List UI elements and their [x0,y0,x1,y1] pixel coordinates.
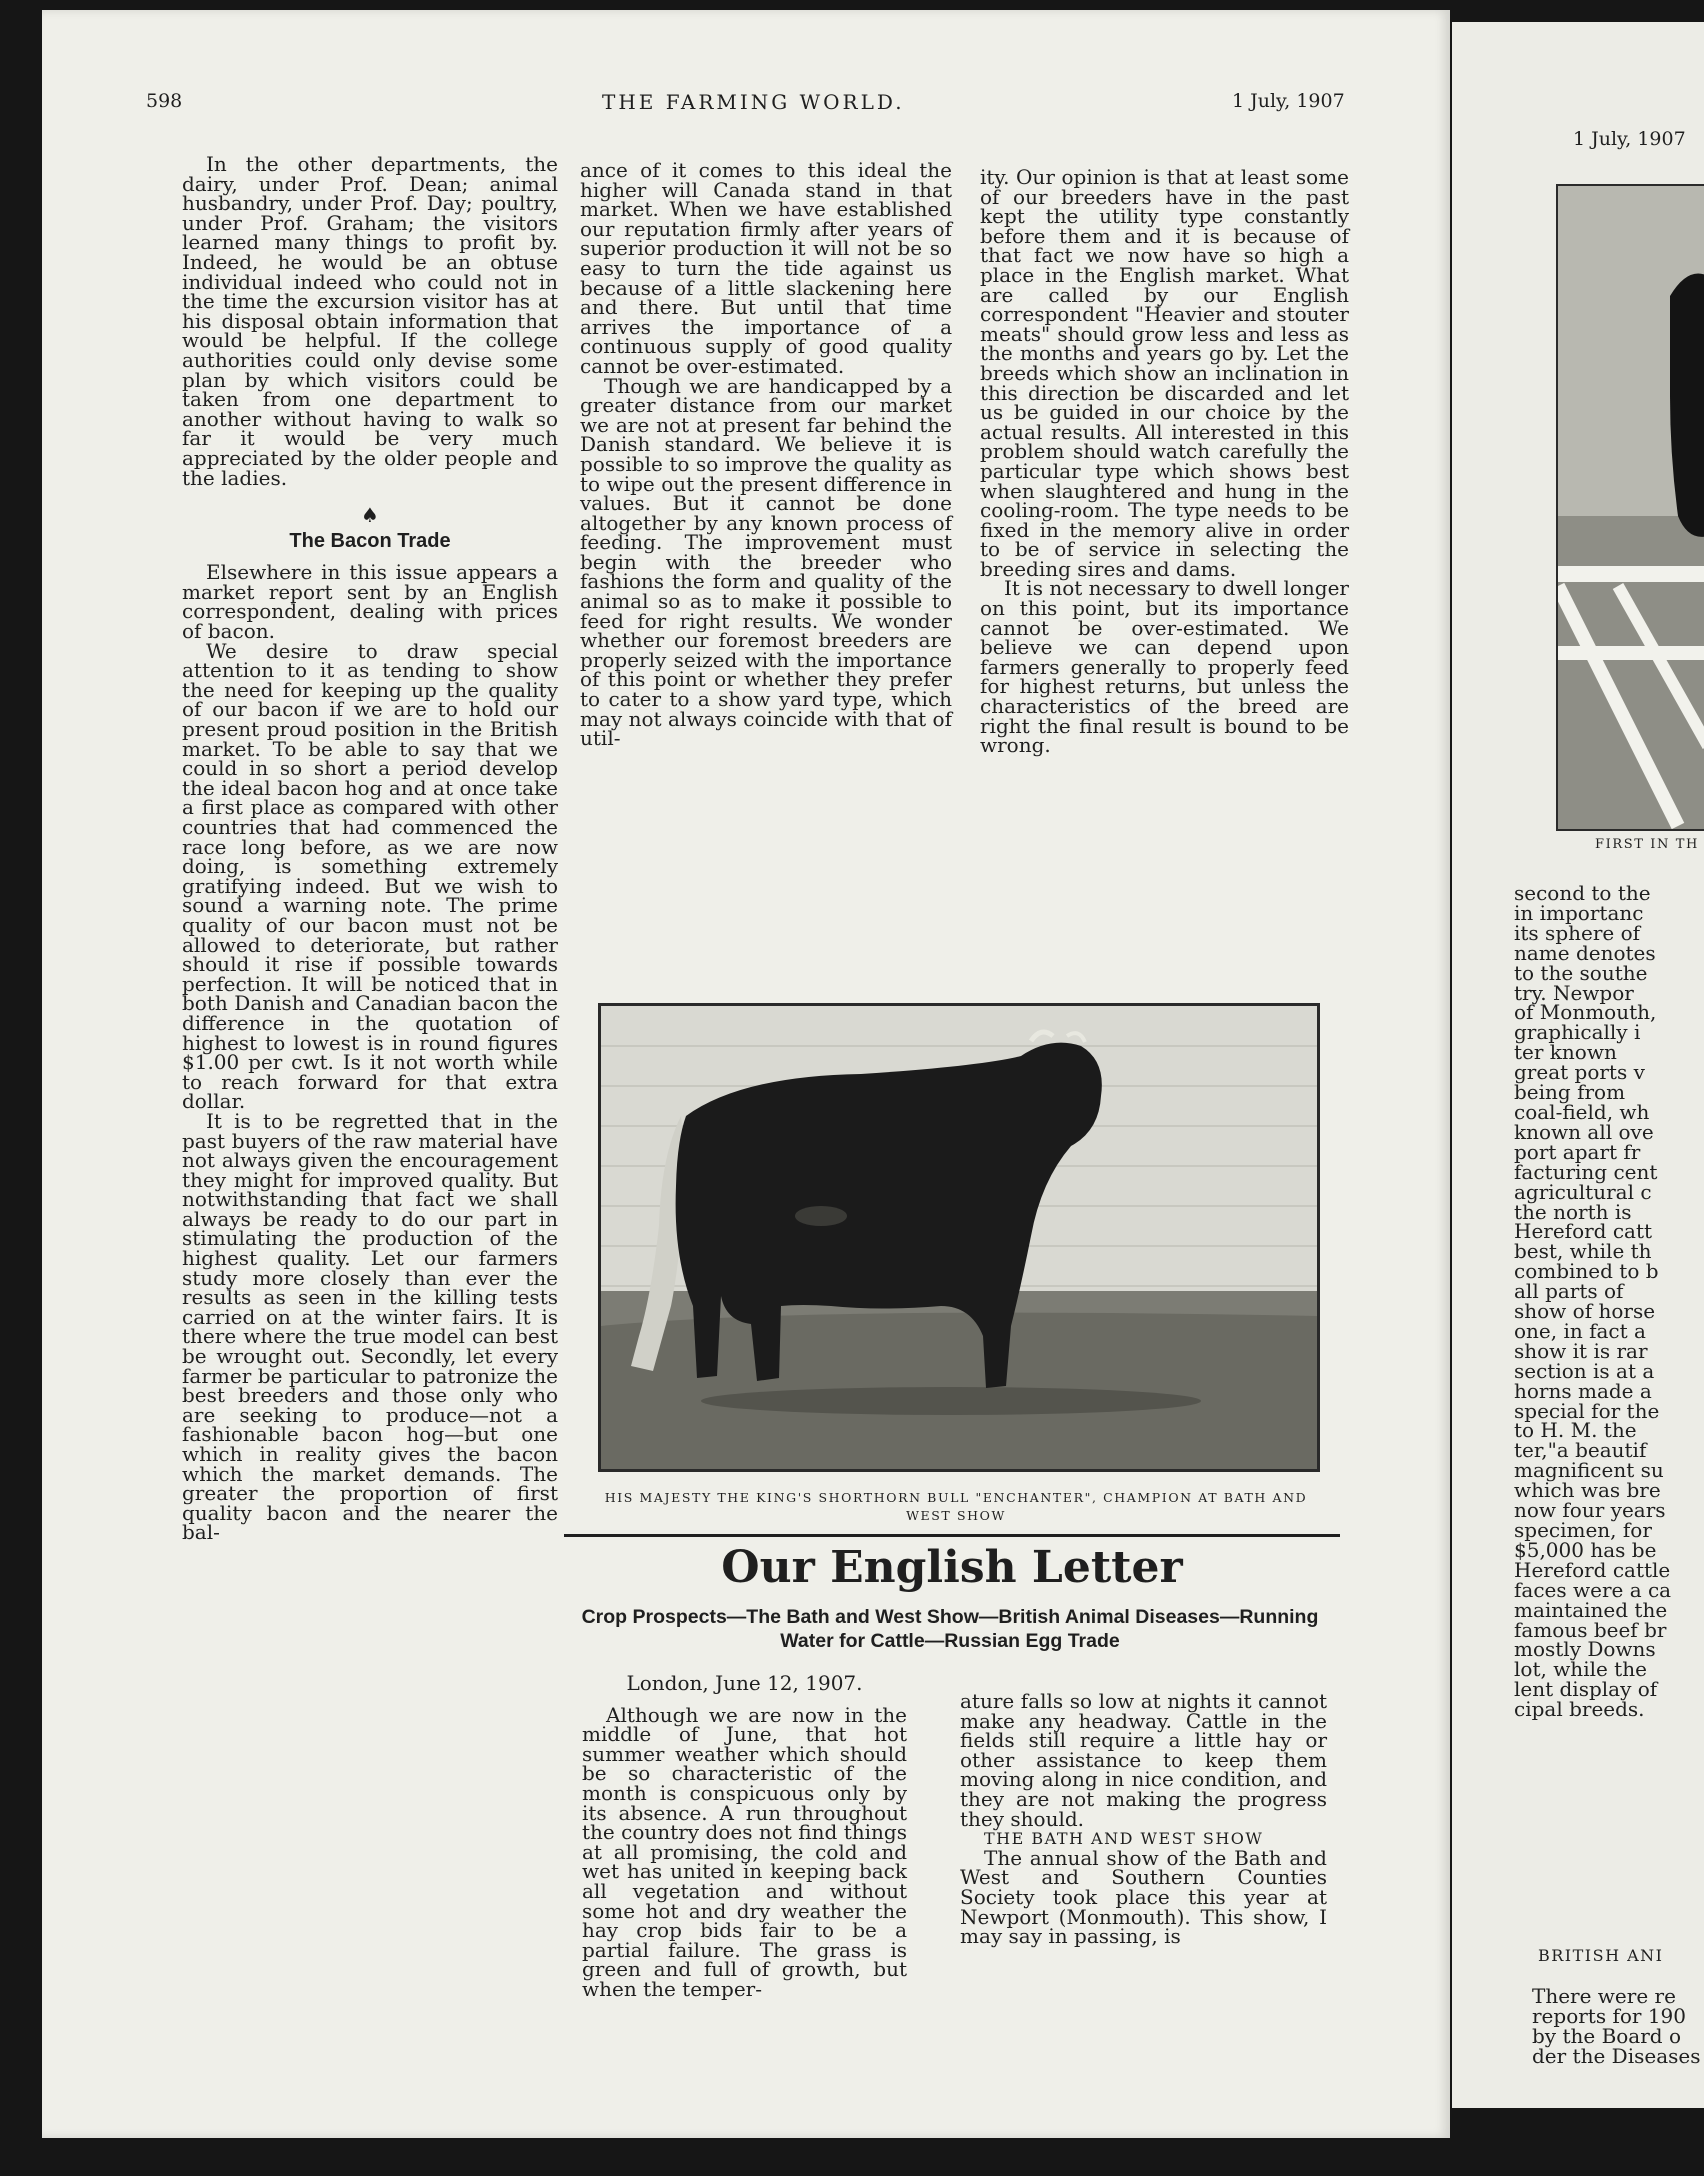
text-line: mostly Downs [1514,1637,1656,1662]
text-line: coal-field, wh [1514,1099,1650,1124]
ornament-icon: ♠ [361,503,379,528]
header-date: 1 July, 1907 [1232,90,1345,112]
text-line: der the Diseases [1532,2044,1701,2068]
text-line: cipal breeds. [1514,1697,1645,1722]
text-line: faces were a ca [1514,1577,1672,1602]
text-line: graphically i [1514,1020,1641,1045]
column-2 [580,158,952,751]
text-line: lot, while the [1514,1657,1647,1682]
text-line: maintained the [1514,1597,1668,1622]
text-line: in importanc [1514,900,1644,925]
text-line: special for the [1514,1398,1660,1423]
text-line: best, while th [1514,1239,1652,1264]
article-title: Our English Letter [721,1542,1183,1593]
text-line: facturing cent [1514,1159,1658,1184]
paragraph: ity. Our opinion is that at least some of our breeders have in the past kept the utility type constantly before them and it is because of that fact we now have so high a place in the English market. What are called by our English correspondent "Heavier and stouter meats" should grow less and less as the months and years go by. Let the breeds which show an inclination in this direction be discarded and let us be guided in our choice by the actual results. All interested in this problem should watch carefully the particular type which shows best when slaughtered and hung in the cooling-room. The type needs to be fixed in the memory alive in order to be of service in selecting the breeding sires and dams. [980,165,1349,581]
right-page [1452,22,1704,2108]
text-line: to H. M. the [1514,1418,1637,1443]
text-line: try. Newpor [1514,980,1634,1005]
right-text-column [1514,881,1704,1722]
text-line: lent display of [1514,1677,1658,1702]
text-line: of Monmouth, [1514,1000,1657,1025]
dateline: London, June 12, 1907. [626,1671,863,1695]
text-line: name denotes [1514,940,1656,965]
column-1 [182,152,558,1545]
text-line: by the Board o [1532,2024,1681,2048]
letter-column-2 [960,1689,1327,1949]
text-line: to the southe [1514,960,1648,985]
photo-caption: HIS MAJESTY THE KING'S SHORTHORN BULL "ENCHANTER", CHAMPION AT BATH AND WEST SHOW [604,1490,1308,1523]
paragraph: The annual show of the Bath and West and Southern Counties Society took place this year at Newport (Monmouth). This show, I may say in passing, is [960,1845,1327,1949]
paragraph: We desire to draw special attention to it as tending to show the need for keeping up the quality of our bacon if we are to hold our present proud position in the British market. To be able to say that we could in so short a period develop the ideal bacon hog and at once take a first place as compared with other countries that had commenced the race long before, as we are now doing, is something extremely gratifying indeed. But we wish to sound a warning note. The prime quality of our bacon must not be allowed to deteriorate, but rather should it rise if possible towards perfection. It will be noticed that in both Danish and Canadian bacon the difference in the quotation of highest to lowest is in round figures $1.00 per cwt. Is it not worth while to reach forward for that extra dollar. [182,638,558,1114]
text-line: specimen, for [1514,1518,1652,1542]
paragraph: Elsewhere in this issue appears a market report sent by an English correspondent, dealing with prices of bacon. [182,560,558,644]
running-title: THE FARMING WORLD. [602,90,905,114]
section-heading: THE BATH AND WEST SHOW [984,1829,1264,1849]
paragraph: It is not necessary to dwell longer on this point, but its importance cannot be over-estimated. We believe we can depend upon farmers generally to properly feed for highest returns, but unless the characteristics of the breed are right the final result is bound to be wrong. [980,576,1349,758]
section-heading: The Bacon Trade [289,529,451,552]
text-line: great ports v [1514,1060,1645,1085]
paragraph: It is to be regretted that in the past buyers of the raw material have not always given the encouragement they might for improved quality. But notwithstanding that fact we shall always be ready to do our part in stimulating the production of the highest quality. Let our farmers study more closely than ever the results as seen in the killing tests carried on at the winter fairs. It is there where the true model can best be wrought out. Secondly, let every farmer be particular to patronize the best breeders and those only who are seeking to produce—not a fashionable bacon hog—but one which in reality gives the bacon which the market demands. The greater the proportion of first quality bacon and the nearer the bal- [182,1108,558,1545]
text-line: all parts of [1514,1279,1624,1304]
text-line: show of horse [1514,1299,1656,1324]
text-line: being from [1514,1080,1626,1105]
text-line: Hereford cattle [1514,1557,1671,1582]
right-photo [1556,184,1704,831]
right-photo-caption: FIRST IN TH [1595,837,1699,852]
text-line: magnificent su [1514,1458,1664,1483]
article-subtitle: Crop Prospects—The Bath and West Show—British Animal Diseases—Running Water for Cattle—Russian Egg Trade [581,1606,1319,1652]
text-line: its sphere of [1514,920,1641,945]
bull-photo [598,1003,1320,1472]
text-line: one, in fact a [1514,1318,1646,1343]
paragraph: Although we are now in the middle of June, that hot summer weather which should be so characteristic of the month is conspicuous only by its absence. A run throughout the country does not find things at all promising, the cold and wet has united in keeping back all vegetation and without some hot and dry weather the hay crop bids fair to be a partial failure. The grass is green and full of growth, but when the temper- [582,1702,907,2001]
text-line: $5,000 has be [1514,1537,1657,1562]
text-line: now four years [1514,1498,1666,1523]
article-rule [564,1534,1340,1537]
text-line: Hereford catt [1514,1219,1653,1244]
right-section-heading: BRITISH ANI [1538,1946,1664,1965]
paragraph: Though we are handicapped by a greater distance from our market we are not at present far behind the Danish standard. We believe it is possible to so improve the quality as to wipe out the present difference in values. But it cannot be done altogether by any known process of feeding. The improvement must begin with the breeder who fashions the form and quality of the animal so as to make it possible to feed for right results. We wonder whether our foremost breeders are properly seized with the importance of this point or whether they prefer to cater to a show yard type, which may not always coincide with that of util- [580,373,952,751]
text-line: agricultural c [1514,1179,1652,1204]
text-line: section is at a [1514,1358,1655,1383]
text-line: show it is rar [1514,1338,1648,1363]
text-line: combined to b [1514,1259,1659,1284]
text-line: horns made a [1514,1378,1652,1403]
text-line: ter,"a beautif [1514,1438,1647,1463]
right-text-column-2 [1532,1986,1704,2066]
text-line: which was bre [1514,1478,1661,1503]
text-line: famous beef br [1514,1617,1667,1642]
text-line: ter known [1514,1040,1617,1065]
column-3 [980,165,1349,758]
paragraph: ance of it comes to this ideal the higher will Canada stand in that market. When we have established our reputation firmly after years of superior production it will not be so easy to turn the tide against us because of a little slackening here and there. But until that time arrives the importance of a continuous supply of good quality cannot be over-estimated. [580,158,952,378]
text-line: reports for 190 [1532,2004,1686,2028]
text-line: port apart fr [1514,1139,1641,1164]
text-line: second to the [1514,881,1651,905]
page-number: 598 [146,90,183,112]
letter-column-1 [582,1671,907,2001]
text-line: the north is [1514,1199,1632,1224]
right-page-date: 1 July, 1907 [1573,128,1686,150]
text-line: known all ove [1514,1119,1654,1144]
paragraph: ature falls so low at nights it cannot make any headway. Cattle in the fields still require a little hay or other assistance to keep them moving along in nice condition, and they are not making the progress they should. [960,1689,1327,1831]
paragraph: In the other departments, the dairy, under Prof. Dean; animal husbandry, under Prof. Day; poultry, under Prof. Graham; the visitors learned many things to profit by. Indeed, he would be an obtuse individual indeed who could not in the time the excursion visitor has at his disposal obtain information that would be helpful. If the college authorities could only devise some plan by which visitors could be taken from one department to another without having to walk so far it would be very much appreciated by the older people and the ladies. [182,152,558,490]
text-line: There were re [1532,1984,1676,2008]
